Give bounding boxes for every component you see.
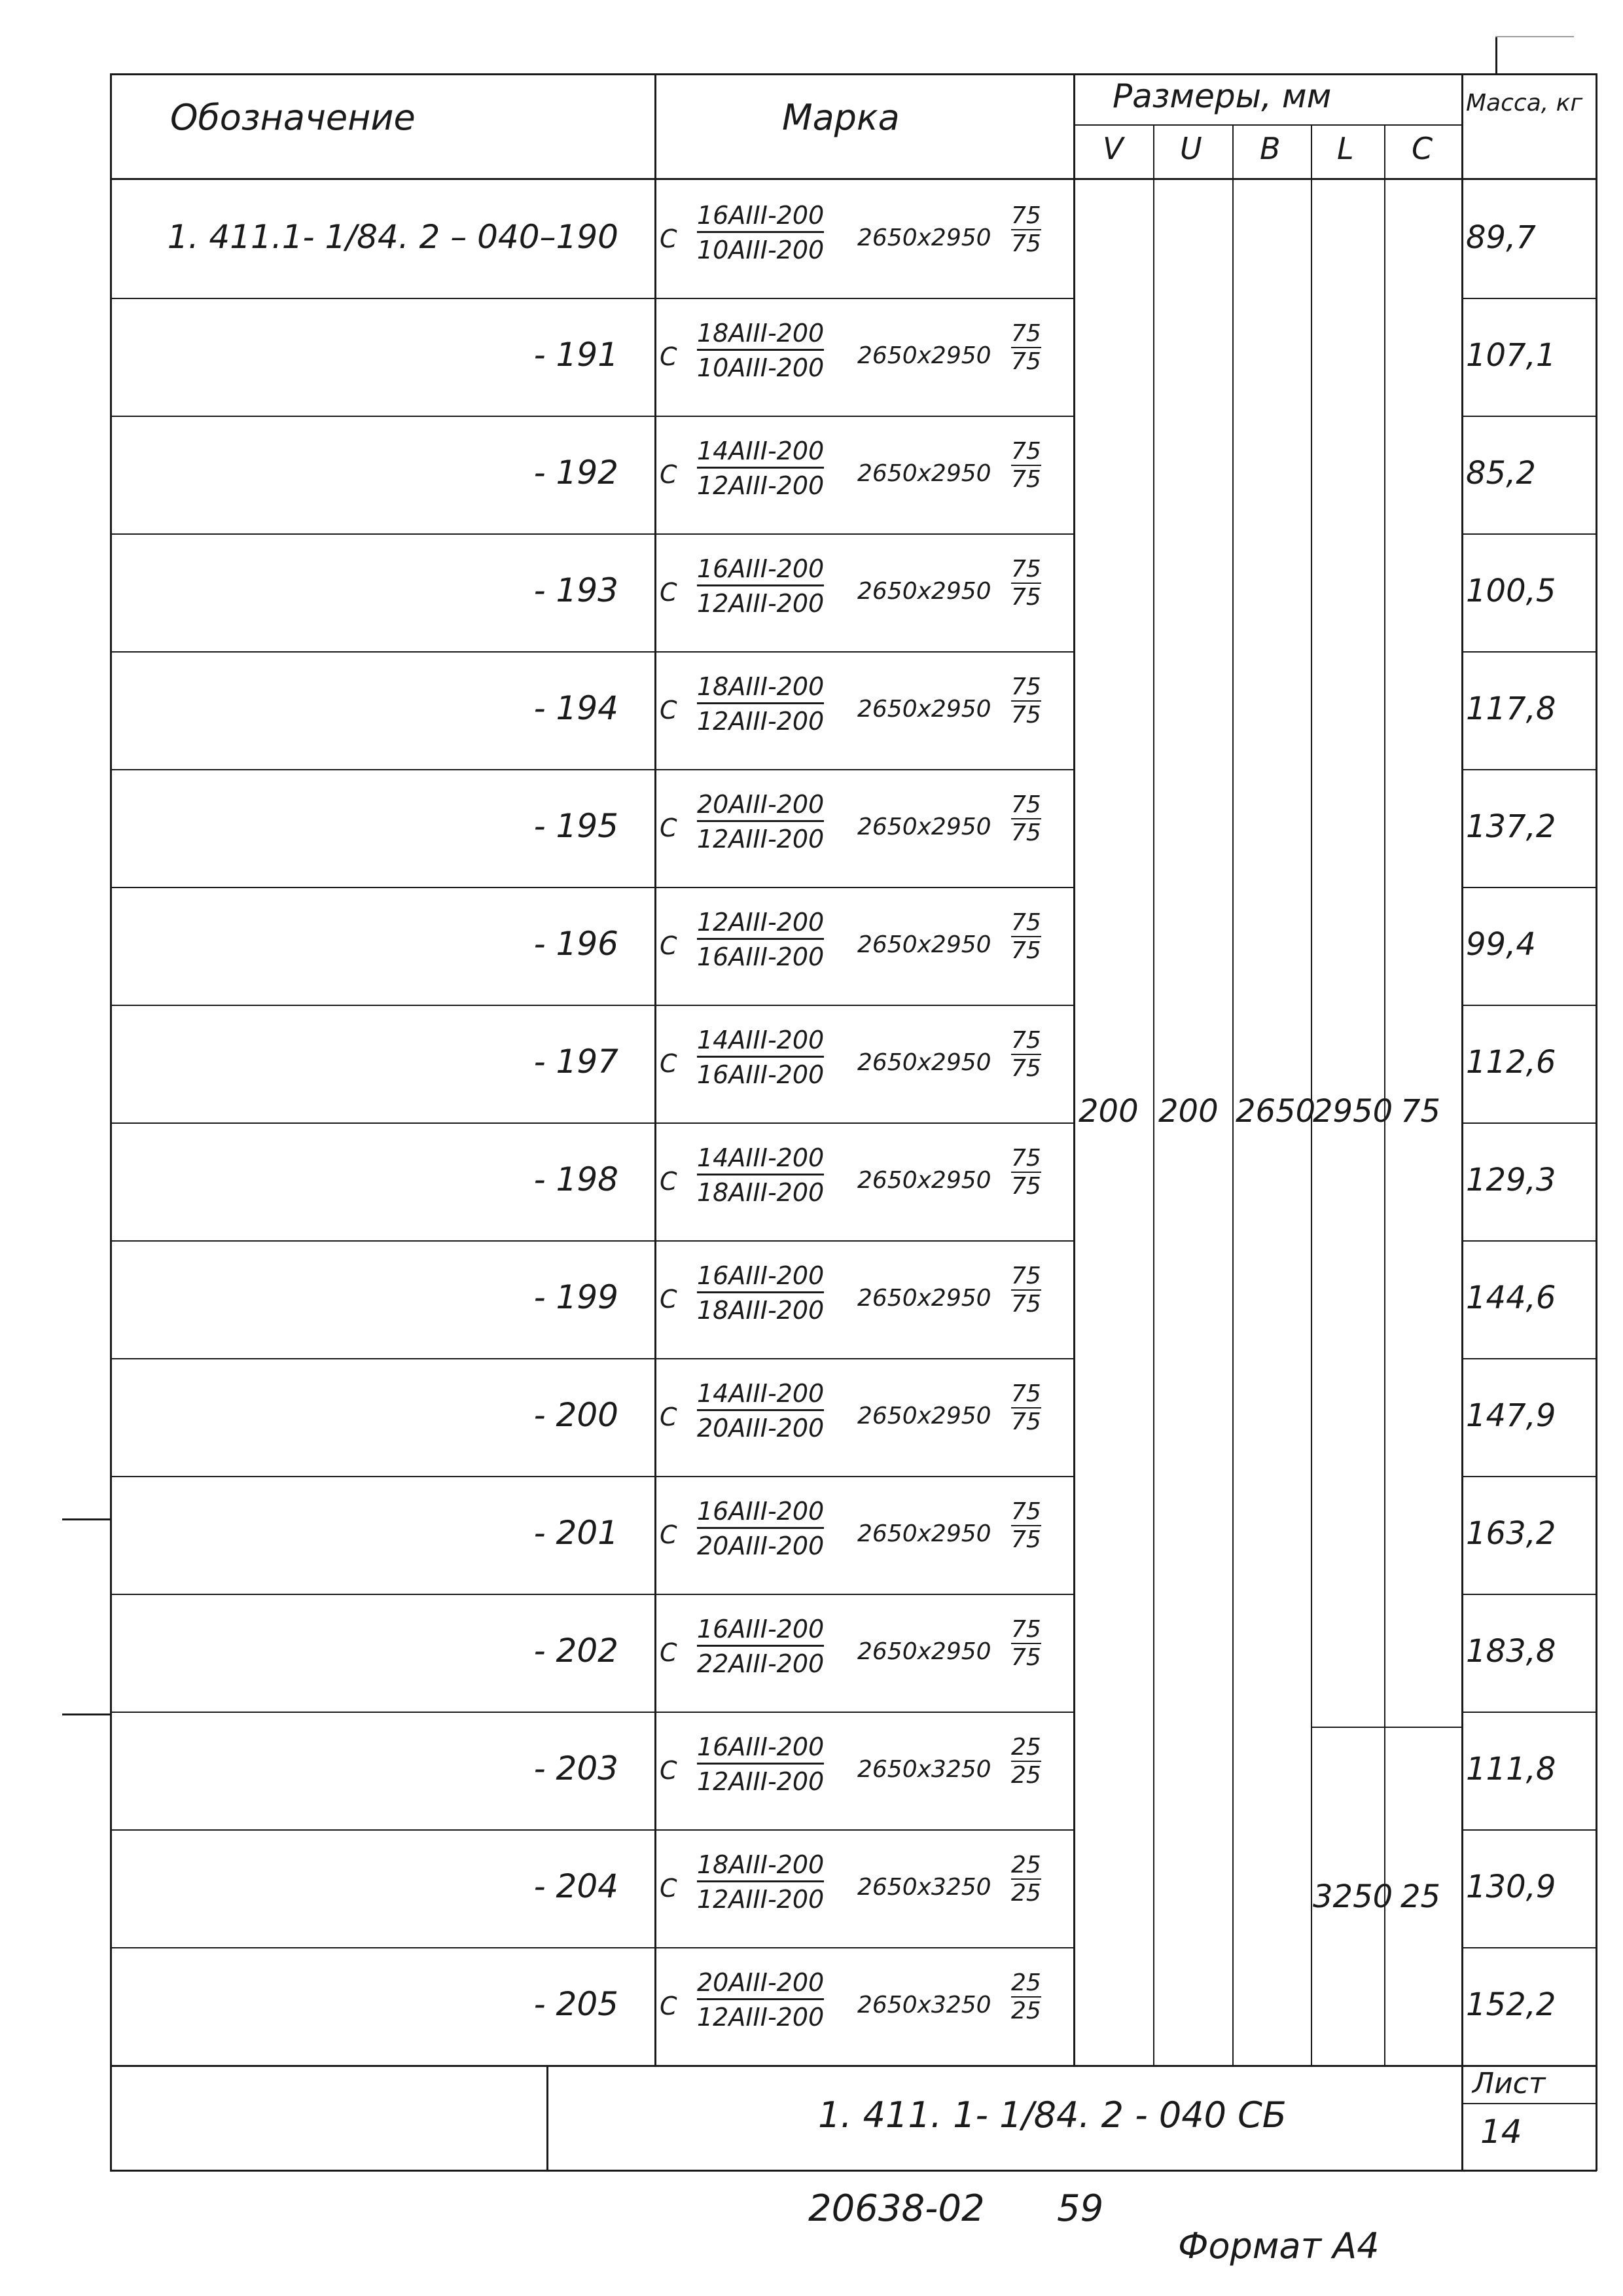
row-marka-edge-bottom: 75: [1011, 1408, 1041, 1435]
row-mass: 117,8: [1466, 691, 1556, 727]
header-designation: Обозначение: [170, 97, 416, 138]
row-marka-edges: [1011, 1616, 1041, 1671]
row-marka-dims: 2650х3250: [857, 1992, 991, 2018]
row-designation: - 202: [533, 1632, 618, 1670]
row-marka-prefix: С: [660, 1403, 677, 1431]
row-marka-edges: [1011, 1263, 1041, 1318]
row-marka-top: 16АIII-200: [697, 1615, 824, 1647]
row-designation: - 194: [533, 689, 618, 727]
row-separator: [110, 1594, 1075, 1595]
corner-mark-top: [1495, 36, 1574, 37]
row-marka-dims: 2650х3250: [857, 1874, 991, 1901]
corner-mark: [1495, 36, 1497, 75]
row-marka-prefix: С: [660, 1520, 677, 1549]
row-marka-edges: [1011, 1380, 1041, 1435]
row-marka-edges: [1011, 320, 1041, 375]
header-marka: Марка: [782, 97, 900, 138]
row-marka-reinforcement: [697, 437, 824, 500]
row-marka-edge-top: 25: [1011, 1969, 1041, 1996]
row-marka-reinforcement: [697, 1379, 824, 1443]
row-marka-edge-top: 75: [1011, 202, 1041, 229]
row-separator: [110, 1240, 1075, 1242]
row-marka-dims: 2650х2950: [857, 460, 991, 487]
col-line-b: [1232, 124, 1234, 2066]
merged-b: 2650: [1236, 1093, 1316, 1130]
row-marka-edges: [1011, 202, 1041, 257]
row-separator-mass: [1461, 651, 1597, 653]
row-mass: 152,2: [1466, 1986, 1556, 2023]
row-designation: - 204: [533, 1867, 618, 1905]
row-designation: - 192: [533, 454, 618, 492]
row-marka-prefix: С: [660, 1992, 677, 2020]
row-marka-dims: 2650х2950: [857, 931, 991, 958]
row-mass: 85,2: [1466, 455, 1536, 492]
row-marka-edge-bottom: 75: [1011, 1291, 1041, 1318]
row-designation: - 191: [533, 336, 618, 374]
row-marka-edges: [1011, 1969, 1041, 2024]
row-mass: 130,9: [1466, 1869, 1556, 1905]
col-line-v: [1073, 73, 1075, 2066]
row-marka-edge-bottom: 75: [1011, 466, 1041, 493]
row-marka-bottom: 16АIII-200: [697, 1060, 825, 1089]
row-mass: 111,8: [1466, 1751, 1556, 1787]
row-marka-bottom: 18АIII-200: [697, 1296, 825, 1325]
row-marka-edge-top: 75: [1011, 673, 1041, 700]
row-marka-reinforcement: [697, 201, 824, 264]
row-marka-bottom: 20АIII-200: [697, 1532, 825, 1560]
row-marka-bottom: 12АIII-200: [697, 589, 825, 618]
row-designation: - 200: [533, 1396, 618, 1434]
header-col-u: U: [1180, 131, 1202, 166]
row-designation: - 195: [533, 807, 618, 845]
row-marka-prefix: С: [660, 1049, 677, 1078]
row-marka-edges: [1011, 791, 1041, 846]
merged-u: 200: [1158, 1093, 1219, 1130]
row-marka-edges: [1011, 909, 1041, 964]
row-separator: [110, 298, 1075, 299]
row-marka-edge-bottom: 75: [1011, 1526, 1041, 1553]
row-marka-edge-top: 75: [1011, 438, 1041, 465]
row-marka-prefix: С: [660, 578, 677, 607]
row-marka-top: 16АIII-200: [697, 1732, 824, 1765]
row-marka-edge-bottom: 75: [1011, 348, 1041, 375]
row-marka-edge-bottom: 75: [1011, 230, 1041, 257]
row-marka-edge-bottom: 75: [1011, 702, 1041, 728]
row-designation: - 196: [533, 925, 618, 963]
row-separator: [110, 1947, 1075, 1948]
row-marka-prefix: С: [660, 1167, 677, 1196]
row-marka-prefix: С: [660, 1638, 677, 1667]
row-mass: 89,7: [1466, 219, 1536, 256]
row-marka-edge-bottom: 75: [1011, 1055, 1041, 1082]
row-separator-mass: [1461, 1594, 1597, 1595]
row-marka-top: 18АIII-200: [697, 319, 824, 351]
row-marka-bottom: 20АIII-200: [697, 1414, 825, 1443]
sheet-label-line: [1461, 2103, 1597, 2104]
row-mass: 147,9: [1466, 1397, 1556, 1434]
row-marka-top: 14АIII-200: [697, 437, 824, 469]
row-separator: [110, 1476, 1075, 1477]
row-marka-edges: [1011, 673, 1041, 728]
row-designation: 1. 411.1- 1/84. 2 – 040–190: [167, 218, 618, 256]
header-col-c: C: [1412, 131, 1433, 166]
row-separator-mass: [1461, 1240, 1597, 1242]
row-marka-reinforcement: [697, 554, 824, 618]
merge-break-l: [1311, 1727, 1463, 1728]
row-marka-top: 20АIII-200: [697, 790, 824, 822]
row-separator: [110, 1712, 1075, 1713]
row-designation: - 197: [533, 1043, 618, 1081]
row-marka-reinforcement: [697, 1615, 824, 1678]
row-marka-dims: 2650х2950: [857, 578, 991, 605]
row-separator-mass: [1461, 1476, 1597, 1477]
row-marka-bottom: 12АIII-200: [697, 471, 825, 500]
row-marka-edge-bottom: 75: [1011, 937, 1041, 964]
row-marka-edge-bottom: 25: [1011, 1762, 1041, 1789]
row-mass: 183,8: [1466, 1633, 1556, 1670]
row-marka-prefix: С: [660, 1756, 677, 1785]
row-marka-edges: [1011, 1734, 1041, 1789]
row-marka-edge-bottom: 75: [1011, 1644, 1041, 1671]
row-separator-mass: [1461, 298, 1597, 299]
row-separator: [110, 1005, 1075, 1006]
header-col-v: V: [1103, 131, 1124, 166]
row-separator-mass: [1461, 416, 1597, 417]
row-marka-bottom: 12АIII-200: [697, 825, 825, 853]
row-marka-edge-bottom: 75: [1011, 584, 1041, 611]
row-marka-prefix: С: [660, 224, 677, 253]
row-separator: [110, 1122, 1075, 1124]
row-marka-edge-top: 75: [1011, 320, 1041, 347]
row-marka-dims: 2650х2950: [857, 696, 991, 723]
row-marka-dims: 2650х2950: [857, 1520, 991, 1547]
row-marka-edge-top: 75: [1011, 556, 1041, 583]
footer-doc-code: 1. 411. 1- 1/84. 2 - 040 СБ: [818, 2094, 1287, 2136]
row-marka-reinforcement: [697, 672, 824, 736]
left-tick-1: [62, 1518, 111, 1520]
row-marka-edge-top: 75: [1011, 909, 1041, 936]
row-marka-edge-bottom: 25: [1011, 1880, 1041, 1907]
row-marka-top: 16АIII-200: [697, 1261, 824, 1293]
row-marka-top: 20АIII-200: [697, 1968, 824, 2000]
row-designation: - 198: [533, 1160, 618, 1198]
row-designation: - 203: [533, 1749, 618, 1787]
row-marka-bottom: 12АIII-200: [697, 1885, 825, 1914]
row-marka-edge-top: 75: [1011, 1380, 1041, 1407]
row-marka-edge-top: 75: [1011, 1145, 1041, 1172]
row-separator: [110, 651, 1075, 653]
row-marka-dims: 2650х2950: [857, 1638, 991, 1665]
row-marka-reinforcement: [697, 790, 824, 853]
row-marka-top: 18АIII-200: [697, 672, 824, 704]
row-marka-reinforcement: [697, 908, 824, 971]
row-separator-mass: [1461, 1122, 1597, 1124]
row-marka-reinforcement: [697, 1968, 824, 2032]
merged-v: 200: [1079, 1093, 1139, 1130]
row-mass: 107,1: [1466, 337, 1556, 374]
merged-c1: 75: [1400, 1093, 1441, 1130]
row-marka-top: 16АIII-200: [697, 201, 824, 233]
row-marka-edges: [1011, 1852, 1041, 1907]
row-marka-edge-top: 75: [1011, 1263, 1041, 1289]
row-mass: 112,6: [1466, 1044, 1556, 1081]
frame-top-line: [110, 73, 1597, 75]
footer-top-line: [110, 2065, 1597, 2067]
row-marka-top: 14АIII-200: [697, 1026, 824, 1058]
row-mass: 144,6: [1466, 1280, 1556, 1316]
row-marka-edges: [1011, 438, 1041, 493]
merged-l1: 2950: [1313, 1093, 1393, 1130]
row-marka-edge-bottom: 75: [1011, 1173, 1041, 1200]
row-mass: 99,4: [1466, 926, 1536, 963]
row-marka-dims: 2650х2950: [857, 1403, 991, 1429]
row-marka-edge-top: 75: [1011, 1616, 1041, 1643]
row-marka-bottom: 22АIII-200: [697, 1649, 825, 1678]
merged-l2: 3250: [1313, 1878, 1393, 1915]
row-marka-edge-bottom: 75: [1011, 819, 1041, 846]
row-marka-edge-top: 25: [1011, 1734, 1041, 1761]
row-marka-bottom: 10АIII-200: [697, 236, 825, 264]
inventory-number: 20638-02: [808, 2187, 985, 2230]
row-marka-top: 12АIII-200: [697, 908, 824, 940]
row-marka-dims: 2650х2950: [857, 1049, 991, 1076]
header-bottom-line: [110, 178, 1597, 180]
col-line-u: [1153, 124, 1154, 2066]
row-marka-edge-top: 75: [1011, 1027, 1041, 1054]
left-tick-2: [62, 1713, 111, 1715]
row-marka-edge-top: 25: [1011, 1852, 1041, 1878]
row-separator-mass: [1461, 1947, 1597, 1948]
row-marka-top: 14АIII-200: [697, 1379, 824, 1411]
row-separator-mass: [1461, 1005, 1597, 1006]
row-marka-edges: [1011, 1498, 1041, 1553]
row-designation: - 199: [533, 1278, 618, 1316]
col-line-marka: [654, 73, 656, 2066]
row-marka-dims: 2650х2950: [857, 224, 991, 251]
frame-bottom-line: [110, 2170, 1597, 2172]
row-marka-reinforcement: [697, 319, 824, 382]
row-designation: - 193: [533, 571, 618, 609]
row-marka-edge-bottom: 25: [1011, 1998, 1041, 2024]
row-separator-mass: [1461, 1358, 1597, 1359]
row-separator: [110, 769, 1075, 770]
header-mass: Масса, кг: [1466, 90, 1583, 117]
row-separator: [110, 1829, 1075, 1831]
row-mass: 129,3: [1466, 1162, 1556, 1198]
row-marka-dims: 2650х2950: [857, 1167, 991, 1194]
header-col-l: L: [1337, 131, 1354, 166]
row-marka-reinforcement: [697, 1732, 824, 1796]
row-mass: 100,5: [1466, 573, 1556, 609]
row-mass: 163,2: [1466, 1515, 1556, 1552]
row-marka-dims: 2650х3250: [857, 1756, 991, 1783]
row-marka-bottom: 16АIII-200: [697, 942, 825, 971]
row-separator: [110, 416, 1075, 417]
row-marka-dims: 2650х2950: [857, 1285, 991, 1312]
row-designation: - 205: [533, 1985, 618, 2023]
row-marka-dims: 2650х2950: [857, 342, 991, 369]
row-marka-bottom: 12АIII-200: [697, 1767, 825, 1796]
row-marka-reinforcement: [697, 1026, 824, 1089]
row-marka-prefix: С: [660, 931, 677, 960]
row-marka-edge-top: 75: [1011, 791, 1041, 818]
row-marka-top: 18АIII-200: [697, 1850, 824, 1882]
row-separator-mass: [1461, 769, 1597, 770]
header-sizes: Размеры, мм: [1113, 77, 1332, 115]
row-marka-reinforcement: [697, 1497, 824, 1560]
row-separator-mass: [1461, 1712, 1597, 1713]
row-marka-prefix: С: [660, 342, 677, 371]
page-number: 59: [1057, 2187, 1104, 2230]
row-marka-bottom: 10АIII-200: [697, 353, 825, 382]
row-separator-mass: [1461, 887, 1597, 888]
row-marka-bottom: 12АIII-200: [697, 2003, 825, 2032]
row-marka-prefix: С: [660, 460, 677, 489]
row-separator: [110, 887, 1075, 888]
format-label: Формат А4: [1178, 2225, 1380, 2267]
row-marka-prefix: С: [660, 1285, 677, 1314]
row-marka-edges: [1011, 556, 1041, 611]
row-separator-mass: [1461, 1829, 1597, 1831]
row-marka-edges: [1011, 1027, 1041, 1082]
row-separator: [110, 533, 1075, 535]
row-marka-prefix: С: [660, 696, 677, 725]
row-separator: [110, 1358, 1075, 1359]
row-marka-reinforcement: [697, 1143, 824, 1207]
row-marka-top: 14АIII-200: [697, 1143, 824, 1175]
row-marka-dims: 2650х2950: [857, 814, 991, 840]
header-sub-line: [1073, 124, 1463, 126]
row-marka-edges: [1011, 1145, 1041, 1200]
row-marka-prefix: С: [660, 1874, 677, 1903]
footer-sheet-number: 14: [1480, 2113, 1522, 2151]
row-marka-top: 16АIII-200: [697, 554, 824, 586]
merged-c2: 25: [1400, 1878, 1441, 1915]
row-designation: - 201: [533, 1514, 618, 1552]
row-marka-top: 16АIII-200: [697, 1497, 824, 1529]
header-col-b: B: [1260, 131, 1281, 166]
row-mass: 137,2: [1466, 808, 1556, 845]
row-marka-bottom: 18АIII-200: [697, 1178, 825, 1207]
row-marka-edge-top: 75: [1011, 1498, 1041, 1525]
row-marka-prefix: С: [660, 814, 677, 842]
row-marka-bottom: 12АIII-200: [697, 707, 825, 736]
row-separator-mass: [1461, 533, 1597, 535]
row-marka-reinforcement: [697, 1261, 824, 1325]
row-marka-reinforcement: [697, 1850, 824, 1914]
footer-divider: [546, 2065, 548, 2172]
footer-sheet-label: Лист: [1472, 2067, 1546, 2100]
